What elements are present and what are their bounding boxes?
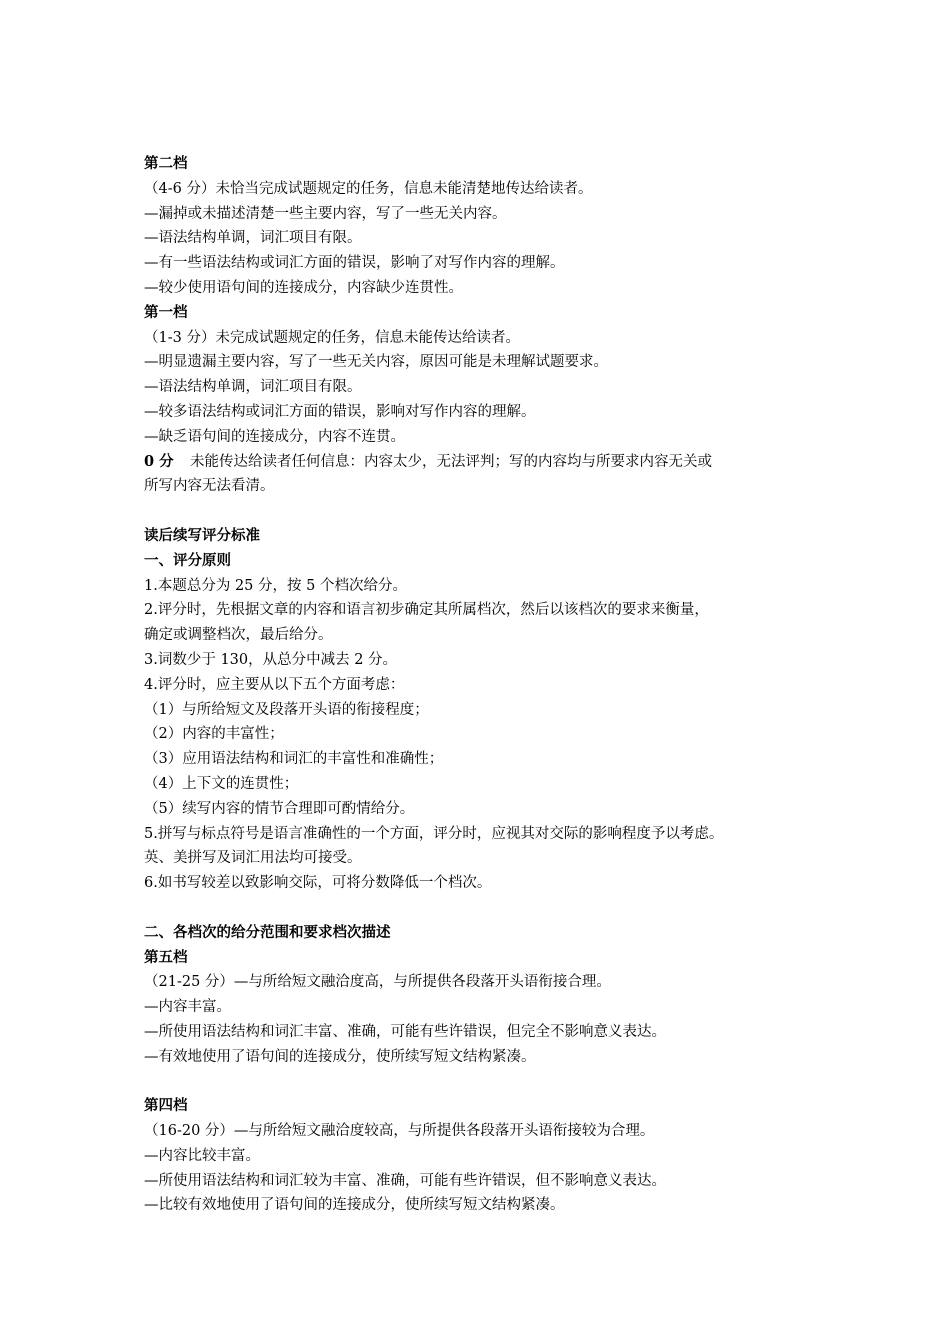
tier5-heading: 第五档 [144, 948, 188, 966]
principle-line: （5）续写内容的情节合理即可酌情给分。 [144, 800, 415, 817]
tier5-line: （21-25 分）—与所给短文融洽度高，与所提供各段落开头语衔接合理。 [144, 974, 611, 991]
tier4-heading: 第四档 [144, 1097, 188, 1115]
spacer [144, 499, 824, 524]
principle-line: 英、美拼写及词汇用法均可接受。 [144, 850, 362, 867]
principle-line: （4）上下文的连贯性； [144, 775, 299, 792]
tier1-line: —较多语法结构或词汇方面的错误，影响对写作内容的理解。 [144, 403, 536, 420]
principle-line: （3）应用语法结构和词汇的丰富性和准确性； [144, 751, 444, 768]
zero-score-row [144, 450, 824, 475]
tier1-line: —语法结构单调，词汇项目有限。 [144, 379, 362, 396]
tier1-line: —明显遗漏主要内容，写了一些无关内容，原因可能是未理解试题要求。 [144, 354, 608, 371]
principle-line: 确定或调整档次，最后给分。 [144, 627, 333, 644]
tier5-line: —所使用语法结构和词汇丰富、准确，可能有些许错误，但完全不影响意义表达。 [144, 1023, 666, 1040]
tier2-line: —漏掉或未描述清楚一些主要内容，写了一些无关内容。 [144, 205, 507, 222]
document-body [144, 152, 824, 1218]
principle-line: 1.本题总分为 25 分，按 5 个档次给分。 [144, 577, 407, 594]
tier1-heading: 第一档 [144, 303, 188, 321]
tier1-line: （1-3 分）未完成试题规定的任务，信息未能传达给读者。 [144, 329, 520, 346]
tier4-line: —比较有效地使用了语句间的连接成分，使所续写短文结构紧凑。 [144, 1197, 565, 1214]
principle-line: 6.如书写较差以致影响交际，可将分数降低一个档次。 [144, 875, 492, 892]
principle-line: 2.评分时，先根据文章的内容和语言初步确定其所属档次，然后以该档次的要求来衡量， [144, 602, 709, 619]
tier4-line: —所使用语法结构和词汇较为丰富、准确，可能有些许错误，但不影响意义表达。 [144, 1172, 666, 1189]
section-title: 读后续写评分标准 [144, 526, 260, 544]
principle-line: 3.词数少于 130，从总分中减去 2 分。 [144, 651, 398, 668]
tier5-line: —内容丰富。 [144, 999, 231, 1016]
tier5-line: —有效地使用了语句间的连接成分，使所续写短文结构紧凑。 [144, 1048, 536, 1065]
spacer [144, 1069, 824, 1094]
principle-line: 5.拼写与标点符号是语言准确性的一个方面，评分时，应视其对交际的影响程度予以考虑。 [144, 825, 724, 842]
levels-heading: 二、各档次的给分范围和要求档次描述 [144, 923, 391, 941]
principle-line: 4.评分时，应主要从以下五个方面考虑： [144, 676, 405, 693]
tier4-line: —内容比较丰富。 [144, 1147, 260, 1164]
zero-score-label: 0 分 [144, 452, 174, 470]
tier4-line: （16-20 分）—与所给短文融洽度较高，与所提供各段落开头语衔接较为合理。 [144, 1123, 655, 1140]
tier2-line: —有一些语法结构或词汇方面的错误，影响了对写作内容的理解。 [144, 255, 565, 272]
principle-line: （1）与所给短文及段落开头语的衔接程度； [144, 701, 429, 718]
tier2-line: —较少使用语句间的连接成分，内容缺少连贯性。 [144, 279, 463, 296]
zero-score-text: 未能传达给读者任何信息：内容太少，无法评判；写的内容均与所要求内容无关或 [190, 453, 712, 470]
principle-line: （2）内容的丰富性； [144, 726, 284, 743]
tier2-line: —语法结构单调，词汇项目有限。 [144, 230, 362, 247]
tier1-line: —缺乏语句间的连接成分，内容不连贯。 [144, 428, 405, 445]
principles-heading: 一、评分原则 [144, 551, 231, 569]
zero-score-continuation: 所写内容无法看清。 [144, 478, 275, 495]
tier2-heading: 第二档 [144, 155, 188, 172]
spacer [144, 896, 824, 921]
tier2-line: （4-6 分）未恰当完成试题规定的任务，信息未能清楚地传达给读者。 [144, 180, 593, 197]
